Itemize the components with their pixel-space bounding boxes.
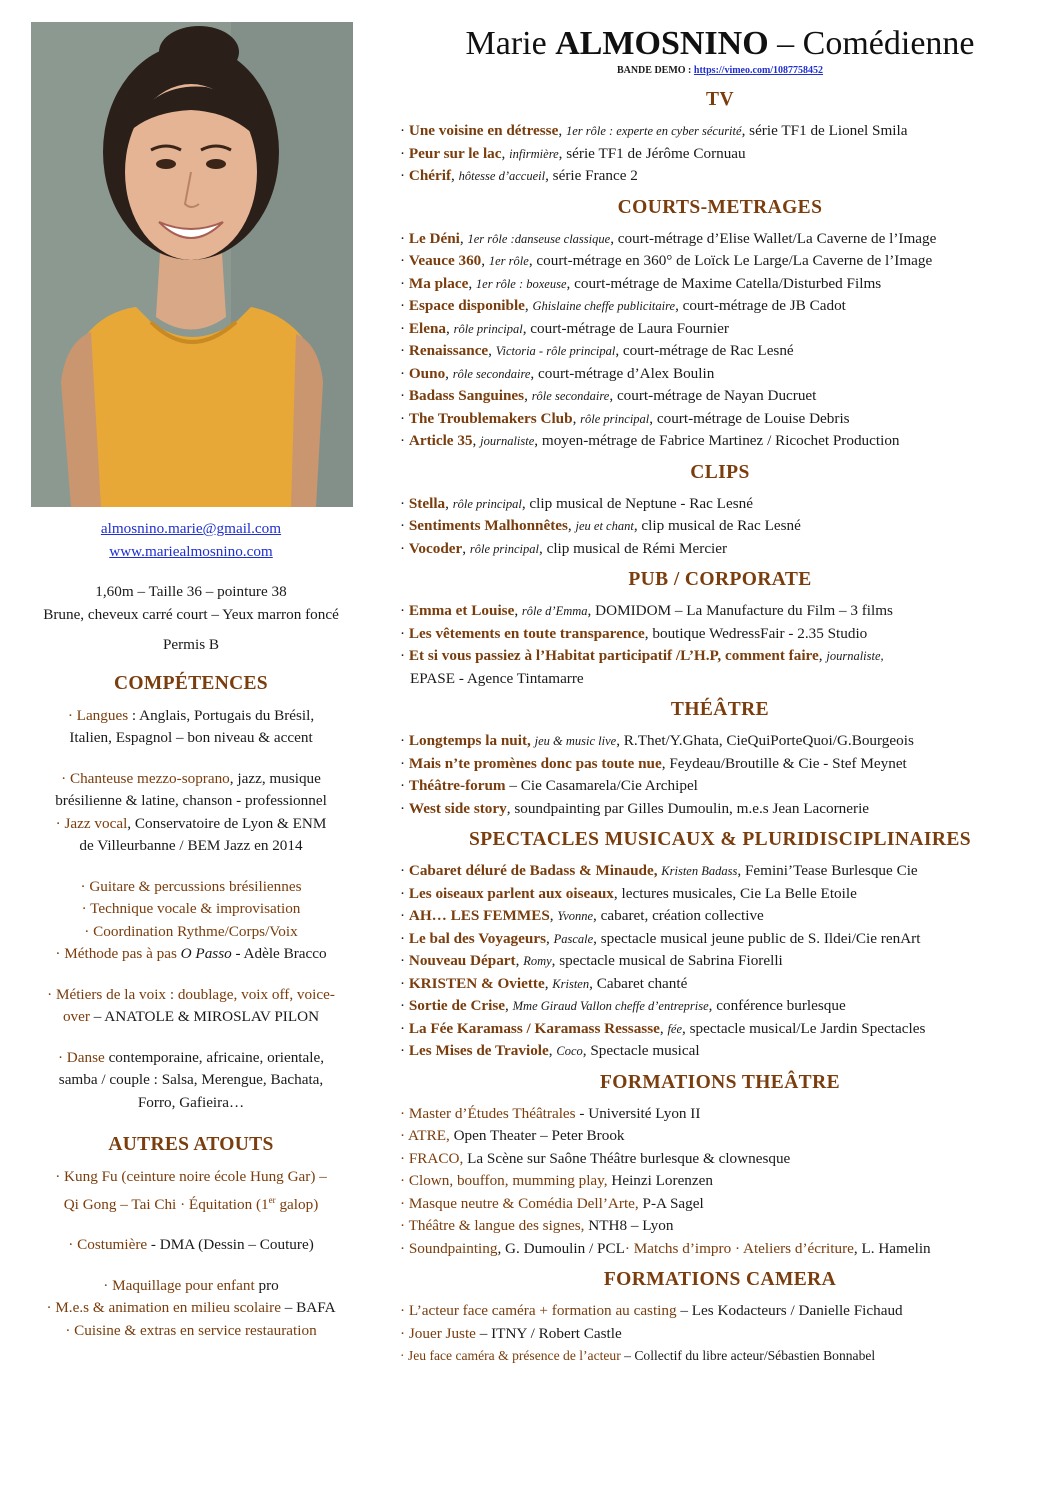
list-item: · Et si vous passiez à l’Habitat participatif /L’H.P, comment faire, journaliste, [400, 647, 884, 664]
list-item: · Le Déni, 1er rôle :danseuse classique, court-métrage d’Elise Wallet/La Caverne de l’Image [400, 229, 937, 247]
list-item: · Une voisine en détresse, 1er rôle : experte en cyber sécurité, série TF1 de Lionel Smila [400, 122, 908, 139]
list-item: · Masque neutre & Comédia Dell’Arte, P-A Sagel [400, 1194, 704, 1212]
competence-coordination: · Coordination Rythme/Corps/Voix [84, 922, 298, 940]
list-item: · Sortie de Crise, Mme Giraud Vallon cheffe d’entreprise, conférence burlesque [400, 997, 846, 1014]
competence-danse-3: Forro, Gafieira… [137, 1093, 245, 1111]
courts-list [400, 228, 1040, 453]
competences-heading: COMPÉTENCES [114, 672, 268, 694]
list-item: · Nouveau Départ, Romy, spectacle musical de Sabrina Fiorelli [400, 952, 783, 969]
atout-kungfu: · Kung Fu (ceinture noire école Hung Gar) – [55, 1168, 327, 1185]
list-item: · Article 35, journaliste, moyen-métrage de Fabrice Martinez / Ricochet Production [400, 432, 900, 449]
competence-jazz-2: de Villeurbanne / BEM Jazz en 2014 [79, 837, 303, 854]
list-item: · Ouno, rôle secondaire, court-métrage d’Alex Boulin [400, 364, 715, 382]
atout-cuisine: · Cuisine & extras en service restauration [65, 1321, 317, 1339]
clips-heading: CLIPS [690, 461, 750, 483]
list-item: · Les Mises de Traviole, Coco, Spectacle musical [400, 1042, 700, 1059]
list-item: · Le bal des Voyageurs, Pascale, spectacle musical jeune public de S. Ildei/Cie renArt [400, 929, 921, 947]
competence-guitare: · Guitare & percussions brésiliennes [80, 877, 302, 895]
formations-camera-heading: FORMATIONS CAMERA [603, 1269, 837, 1290]
profile-line-2: Brune, cheveux carré court – Yeux marron foncé [43, 605, 339, 623]
list-item: · Les vêtements en toute transparence, boutique WedressFair - 2.35 Studio [400, 624, 868, 642]
portrait-photo [31, 22, 353, 507]
list-item-continued: EPASE - Agence Tintamarre [410, 669, 584, 687]
list-item: · Emma et Louise, rôle d’Emma, DOMIDOM – La Manufacture du Film – 3 films [400, 602, 893, 619]
courts-heading: COURTS-METRAGES [617, 196, 823, 218]
competence-metiers: · Métiers de la voix : doublage, voix off, voice- [47, 985, 335, 1003]
list-item: · Badass Sanguines, rôle secondaire, court-métrage de Nayan Ducruet [400, 387, 817, 404]
list-item: · Jeu face caméra & présence de l’acteur – Collectif du libre acteur/Sébastien Bonnabel [400, 1348, 876, 1363]
list-item: · Peur sur le lac, infirmière, série TF1 de Jérôme Cornuau [400, 144, 746, 162]
list-item: · Master d’Études Théâtrales - Université Lyon II [400, 1104, 701, 1122]
list-item: · KRISTEN & Oviette, Kristen, Cabaret chanté [400, 974, 688, 992]
list-item: · Stella, rôle principal, clip musical de Neptune - Rac Lesné [400, 494, 753, 512]
list-item: · Renaissance, Victoria - rôle principal, court-métrage de Rac Lesné [400, 342, 794, 359]
list-item: · The Troublemakers Club, rôle principal, court-métrage de Louise Debris [400, 409, 850, 427]
list-item: · Longtemps la nuit, jeu & music live, R.Thet/Y.Ghata, CieQuiPorteQuoi/G.Bourgeois [400, 732, 914, 749]
list-item: · Cabaret déluré de Badass & Minaude, Kristen Badass, Femini’Tease Burlesque Cie [400, 862, 918, 879]
clips-list [400, 493, 1040, 561]
competence-technique: · Technique vocale & improvisation [81, 900, 301, 917]
competence-chant-2: brésilienne & latine, chanson - professionnel [55, 792, 327, 809]
list-item: · Sentiments Malhonnêtes, jeu et chant, clip musical de Rac Lesné [400, 517, 801, 534]
list-item: · Clown, bouffon, mumming play, Heinzi Lorenzen [400, 1172, 713, 1189]
atouts-heading: AUTRES ATOUTS [108, 1134, 274, 1155]
list-item: · Veauce 360, 1er rôle, court-métrage en 360° de Loïck Le Large/La Caverne de l’Image [400, 252, 933, 269]
competence-methode: · Méthode pas à pas O Passo - Adèle Bracco [55, 945, 327, 962]
competence-danse-2: samba / couple : Salsa, Merengue, Bachata, [58, 1071, 324, 1088]
list-item: · Mais n’te promènes donc pas toute nue, Feydeau/Broutille & Cie - Stef Meynet [400, 754, 907, 772]
email-link[interactable]: almosnino.marie@gmail.com [100, 520, 282, 537]
competence-jazz: · Jazz vocal, Conservatoire de Lyon & ENM [55, 814, 327, 832]
demo-line: BANDE DEMO : https://vimeo.com/1087758452 [616, 65, 824, 76]
profile-line-1: 1,60m – Taille 36 – pointure 38 [95, 583, 287, 600]
list-item: · Jouer Juste – ITNY / Robert Castle [400, 1324, 622, 1342]
profile-line-3: Permis B [162, 636, 220, 653]
atout-mes: · M.e.s & animation en milieu scolaire – BAFA [46, 1299, 336, 1317]
list-item: · Théâtre & langue des signes, NTH8 – Lyon [400, 1217, 674, 1234]
tv-list [400, 120, 1040, 188]
list-item: · Les oiseaux parlent aux oiseaux, lectures musicales, Cie La Belle Etoile [400, 884, 857, 902]
competence-chant: · Chanteuse mezzo-soprano, jazz, musique [61, 769, 321, 787]
spectacles-list [400, 860, 1040, 1063]
list-item: · Théâtre-forum – Cie Casamarela/Cie Archipel [400, 777, 698, 794]
list-item: · FRACO, La Scène sur Saône Théâtre burlesque & clownesque [400, 1149, 791, 1167]
list-item: · Soundpainting, G. Dumoulin / PCL· Matchs d’impro · Ateliers d’écriture, L. Hamelin [400, 1239, 931, 1257]
formations-theatre-list [400, 1103, 1040, 1238]
pub-heading: PUB / CORPORATE [628, 569, 812, 590]
list-item: · Ma place, 1er rôle : boxeuse, court-métrage de Maxime Catella/Disturbed Films [400, 274, 882, 292]
tv-heading: TV [706, 89, 734, 110]
list-item: · Espace disponible, Ghislaine cheffe publicitaire, court-métrage de JB Cadot [400, 297, 846, 314]
competence-danse: · Danse contemporaine, africaine, orientale, [57, 1048, 325, 1066]
website-link[interactable]: www.mariealmosnino.com [109, 542, 273, 560]
list-item: · Chérif, hôtesse d’accueil, série France 2 [400, 167, 638, 184]
atout-maquillage: · Maquillage pour enfant pro [103, 1276, 279, 1294]
left-column [18, 518, 364, 1342]
spectacles-heading: SPECTACLES MUSICAUX & PLURIDISCIPLINAIRES [469, 829, 971, 850]
list-item: · ATRE, Open Theater – Peter Brook [400, 1127, 625, 1144]
competence-langues-2: Italien, Espagnol – bon niveau & accent [69, 729, 313, 746]
atout-costumiere: · Costumière - DMA (Dessin – Couture) [68, 1236, 314, 1254]
competence-langues: · Langues : Anglais, Portugais du Brésil, [67, 706, 315, 724]
list-item: · L’acteur face caméra + formation au casting – Les Kodacteurs / Danielle Fichaud [400, 1302, 903, 1319]
atout-qigong: Qi Gong – Tai Chi · Équitation (1er galop) [63, 1194, 319, 1213]
list-item: · Elena, rôle principal, court-métrage de Laura Fournier [400, 319, 729, 337]
right-column [400, 24, 1040, 1368]
theatre-heading: THÉÂTRE [670, 699, 770, 720]
demo-link[interactable]: https://vimeo.com/1087758452 [693, 65, 824, 76]
list-item: · AH… LES FEMMES, Yvonne, cabaret, création collective [400, 907, 764, 924]
formations-theatre-heading: FORMATIONS THEÂTRE [600, 1071, 840, 1093]
list-item: · La Fée Karamass / Karamass Ressasse, fée, spectacle musical/Le Jardin Spectacles [400, 1019, 926, 1037]
list-item: · West side story, soundpainting par Gilles Dumoulin, m.e.s Jean Lacornerie [400, 799, 870, 817]
page-title: Marie ALMOSNINO – Comédienne [465, 25, 975, 62]
competence-metiers-2: over – ANATOLE & MIROSLAV PILON [62, 1008, 320, 1025]
list-item: · Vocoder, rôle principal, clip musical de Rémi Mercier [400, 539, 728, 557]
